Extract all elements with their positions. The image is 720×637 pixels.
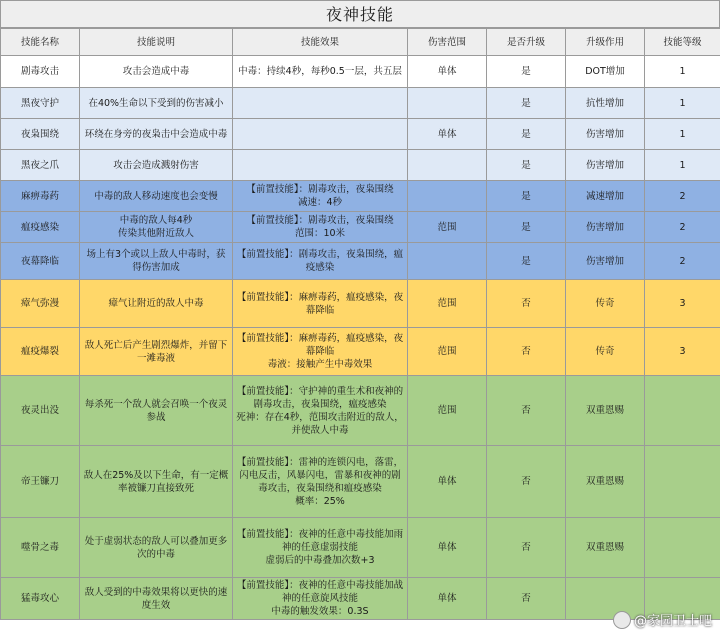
table-row [1, 119, 720, 150]
skill-level: 1 [645, 56, 720, 88]
skill-upgradable: 是 [487, 181, 566, 212]
skill-level: 1 [645, 88, 720, 119]
skill-upgradable: 是 [487, 212, 566, 243]
col-header-effect: 技能效果 [233, 29, 408, 56]
skill-upgradable: 是 [487, 150, 566, 181]
skill-upgradable: 否 [487, 518, 566, 578]
skill-effect: 【前置技能】：夜神的任意中毒技能加战神的任意旋风技能 中毒的触发效果：0.3S [233, 578, 408, 620]
skill-name: 瘟疫感染 [1, 212, 80, 243]
skill-level: 2 [645, 181, 720, 212]
col-header-upgrade: 是否升级 [487, 29, 566, 56]
skill-upgradable: 否 [487, 280, 566, 328]
table-row [1, 150, 720, 181]
skill-upgradable: 否 [487, 328, 566, 376]
skills-table [0, 28, 720, 620]
col-header-level: 技能等级 [645, 29, 720, 56]
skill-upgradable: 是 [487, 243, 566, 280]
skill-upgrade-effect: 抗性增加 [566, 88, 645, 119]
skill-upgrade-effect: 伤害增加 [566, 243, 645, 280]
skill-desc: 每杀死一个敌人就会召唤一个夜灵参战 [80, 376, 233, 446]
table-row [1, 88, 720, 119]
skill-effect: 【前置技能】：守护神的重生术和夜神的剧毒攻击，夜枭围绕，瘟疫感染 死神：存在4秒，范围攻击附近的敌人，并使敌人中毒 [233, 376, 408, 446]
skill-range: 范围 [408, 376, 487, 446]
skill-effect: 【前置技能】：剧毒攻击，夜枭围绕 范围：10米 [233, 212, 408, 243]
skill-name: 夜幕降临 [1, 243, 80, 280]
skill-desc: 敌人在25%及以下生命，有一定概率被镰刀直接致死 [80, 446, 233, 518]
table-row [1, 212, 720, 243]
skill-name: 夜枭围绕 [1, 119, 80, 150]
skill-range: 单体 [408, 446, 487, 518]
skill-desc: 在40%生命以下受到的伤害减小 [80, 88, 233, 119]
skill-upgrade-effect: 双重恩赐 [566, 376, 645, 446]
skill-name: 帝王镰刀 [1, 446, 80, 518]
col-header-range: 伤害范围 [408, 29, 487, 56]
skill-name: 瘴气弥漫 [1, 280, 80, 328]
skill-upgrade-effect: 双重恩赐 [566, 446, 645, 518]
skill-level [645, 518, 720, 578]
table-row [1, 280, 720, 328]
skill-level: 1 [645, 119, 720, 150]
skill-upgrade-effect: DOT增加 [566, 56, 645, 88]
skill-desc: 攻击会造成溅射伤害 [80, 150, 233, 181]
skill-desc: 处于虚弱状态的敌人可以叠加更多次的中毒 [80, 518, 233, 578]
skill-level [645, 446, 720, 518]
skill-range [408, 243, 487, 280]
header-row [1, 29, 720, 56]
skill-effect: 【前置技能】：雷神的连锁闪电，落雷，闪电反击，风暴闪电，雷暴和夜神的剧毒攻击，夜枭围绕和瘟疫感染 概率：25% [233, 446, 408, 518]
skill-desc: 瘴气让附近的敌人中毒 [80, 280, 233, 328]
table-row [1, 56, 720, 88]
col-header-upgrade-effect: 升级作用 [566, 29, 645, 56]
skill-desc: 中毒的敌人移动速度也会变慢 [80, 181, 233, 212]
skill-effect [233, 88, 408, 119]
skill-effect [233, 119, 408, 150]
skill-upgrade-effect: 伤害增加 [566, 119, 645, 150]
page-title: 夜神技能 [0, 0, 720, 28]
skill-desc: 场上有3个或以上敌人中毒时，获得伤害加成 [80, 243, 233, 280]
skill-desc: 敌人死亡后产生剧烈爆炸，并留下一滩毒液 [80, 328, 233, 376]
skill-upgrade-effect: 传奇 [566, 328, 645, 376]
col-header-desc: 技能说明 [80, 29, 233, 56]
skill-effect [233, 150, 408, 181]
table-row [1, 446, 720, 518]
skill-range: 单体 [408, 578, 487, 620]
skill-level: 2 [645, 243, 720, 280]
skill-effect: 【前置技能】：麻痹毒药，瘟疫感染，夜幕降临 毒液：接触产生中毒效果 [233, 328, 408, 376]
skill-effect: 【前置技能】：剧毒攻击，夜枭围绕，瘟疫感染 [233, 243, 408, 280]
table-row [1, 181, 720, 212]
skill-level [645, 376, 720, 446]
skill-desc: 环绕在身旁的夜枭击中会造成中毒 [80, 119, 233, 150]
col-header-name: 技能名称 [1, 29, 80, 56]
skill-name: 猛毒攻心 [1, 578, 80, 620]
profile-icon [613, 611, 631, 629]
skill-range: 范围 [408, 280, 487, 328]
watermark-text: @家园卫士吧 [633, 614, 712, 629]
skill-level: 3 [645, 280, 720, 328]
skill-upgradable: 否 [487, 376, 566, 446]
table-row [1, 243, 720, 280]
skill-upgradable: 否 [487, 446, 566, 518]
skill-upgradable: 是 [487, 56, 566, 88]
skill-upgrade-effect: 双重恩赐 [566, 518, 645, 578]
skill-upgradable: 是 [487, 88, 566, 119]
skill-name: 黑夜之爪 [1, 150, 80, 181]
skill-effect: 【前置技能】：麻痹毒药，瘟疫感染，夜幕降临 [233, 280, 408, 328]
skill-name: 麻痹毒药 [1, 181, 80, 212]
table-row [1, 518, 720, 578]
skill-level: 3 [645, 328, 720, 376]
skill-upgrade-effect: 传奇 [566, 280, 645, 328]
skill-range: 范围 [408, 212, 487, 243]
skill-name: 瘟疫爆裂 [1, 328, 80, 376]
skill-range: 单体 [408, 518, 487, 578]
skill-level: 2 [645, 212, 720, 243]
skill-effect: 【前置技能】：夜神的任意中毒技能加雨神的任意虚弱技能 虚弱后的中毒叠加次数+3 [233, 518, 408, 578]
skill-range [408, 88, 487, 119]
skill-upgradable: 否 [487, 578, 566, 620]
skill-name: 噬骨之毒 [1, 518, 80, 578]
skill-effect: 中毒：持续4秒，每秒0.5一层，共五层 [233, 56, 408, 88]
skill-desc: 中毒的敌人每4秒 传染其他附近敌人 [80, 212, 233, 243]
skill-desc: 攻击会造成中毒 [80, 56, 233, 88]
skill-range: 单体 [408, 56, 487, 88]
skill-name: 黑夜守护 [1, 88, 80, 119]
skill-range [408, 150, 487, 181]
skill-range [408, 181, 487, 212]
skill-name: 夜灵出没 [1, 376, 80, 446]
skill-range: 单体 [408, 119, 487, 150]
skill-upgradable: 是 [487, 119, 566, 150]
watermark [613, 610, 712, 629]
table-row [1, 328, 720, 376]
skill-effect: 【前置技能】：剧毒攻击，夜枭围绕 减速：4秒 [233, 181, 408, 212]
skill-upgrade-effect: 伤害增加 [566, 150, 645, 181]
skill-range: 范围 [408, 328, 487, 376]
skill-desc: 敌人受到的中毒效果将以更快的速度生效 [80, 578, 233, 620]
skill-name: 剧毒攻击 [1, 56, 80, 88]
skill-upgrade-effect: 伤害增加 [566, 212, 645, 243]
skill-level: 1 [645, 150, 720, 181]
table-row [1, 376, 720, 446]
skill-upgrade-effect: 减速增加 [566, 181, 645, 212]
